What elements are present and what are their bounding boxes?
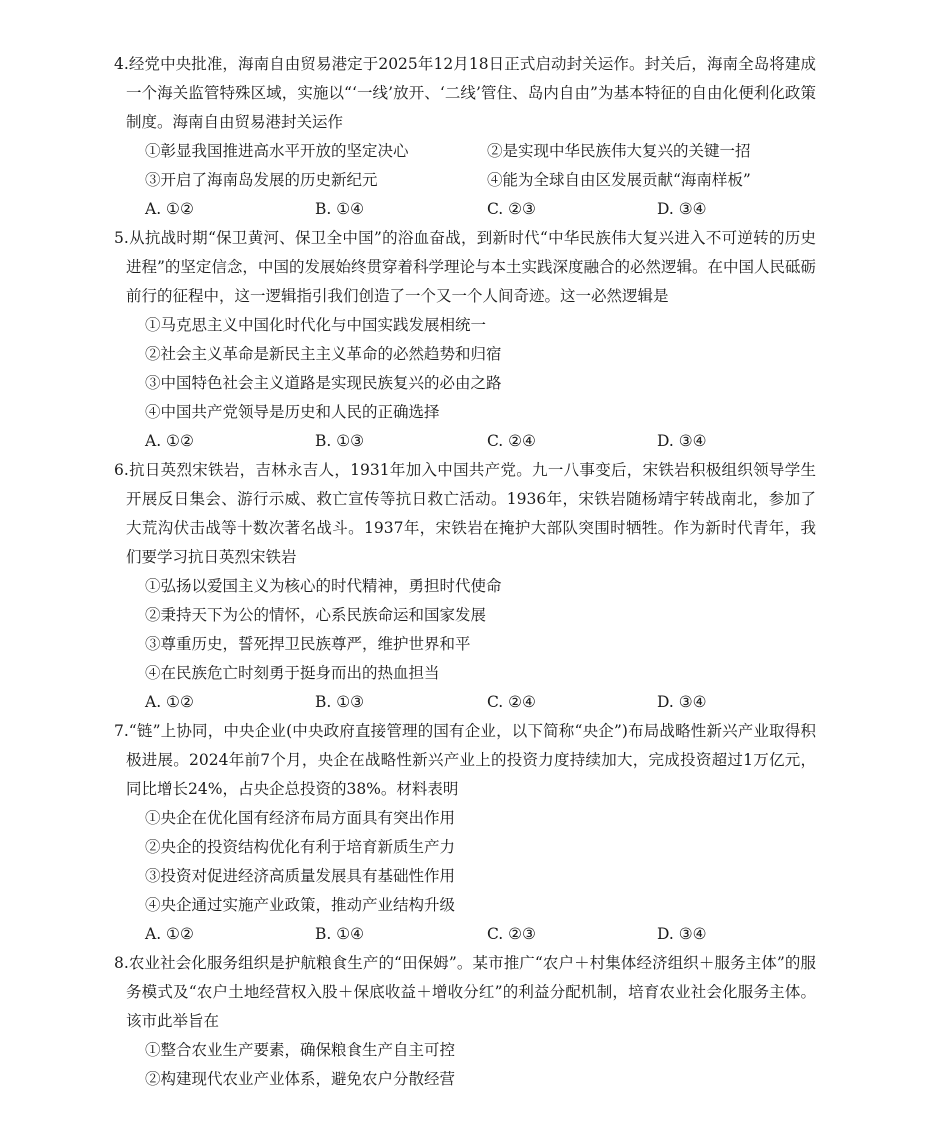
question-6-choices (126, 688, 816, 717)
question-5-option-2: ②社会主义革命是新民主主义革命的必然趋势和归宿 (145, 345, 502, 363)
question-4-options-row-1 (126, 137, 816, 166)
question-5-choices (126, 427, 816, 456)
question-4-option-1: ①彰显我国推进高水平开放的坚定决心 (145, 142, 409, 160)
question-5-choice-d: D. ③④ (657, 432, 707, 450)
question-5-choice-b: B. ①③ (315, 432, 365, 450)
question-6-choice-c: C. ②④ (487, 693, 536, 711)
question-7-choice-c: C. ②③ (487, 925, 536, 943)
question-5-option-3: ③中国特色社会主义道路是实现民族复兴的必由之路 (145, 374, 502, 392)
question-4 (114, 50, 816, 224)
question-4-text: 经党中央批准，海南自由贸易港定于2025年12月18日正式启动封关运作。封关后，海南全岛将建成一个海关监管特殊区域，实施以“‘一线’放开、‘二线’管住、岛内自由”为基本特征的自由化便利化政策制度。海南自由贸易港封关运作 (126, 55, 816, 131)
question-4-choice-d: D. ③④ (657, 200, 707, 218)
question-7-choice-a: A. ①② (145, 925, 194, 943)
question-4-choice-b: B. ①④ (315, 200, 365, 218)
question-6-choice-b: B. ①③ (315, 693, 365, 711)
question-8-number: 8. (114, 954, 129, 972)
question-6-text: 抗日英烈宋铁岩，吉林永吉人，1931年加入中国共产党。九一八事变后，宋铁岩积极组织领导学生开展反日集会、游行示威、救亡宣传等抗日救亡活动。1936年，宋铁岩随杨靖宇转战南北，参加了大荒沟伏击战等十数次著名战斗。1937年，宋铁岩在掩护大部队突围时牺牲。作为新时代青年，我们要学习抗日英烈宋铁岩 (126, 461, 816, 566)
question-6-option-3: ③尊重历史，誓死捍卫民族尊严，维护世界和平 (145, 635, 471, 653)
question-8-stem (114, 949, 816, 1036)
question-7-choice-b: B. ①④ (315, 925, 365, 943)
question-6-number: 6. (114, 461, 129, 479)
question-7-stem (114, 717, 816, 804)
question-7-choices (126, 920, 816, 949)
question-4-stem (114, 50, 816, 137)
question-7-number: 7. (114, 722, 129, 740)
question-4-option-3: ③开启了海南岛发展的历史新纪元 (145, 171, 378, 189)
question-6-choice-a: A. ①② (145, 693, 194, 711)
question-6 (114, 456, 816, 717)
question-5-stem (114, 224, 816, 311)
question-6-option-4: ④在民族危亡时刻勇于挺身而出的热血担当 (145, 664, 440, 682)
question-5-choice-a: A. ①② (145, 432, 194, 450)
question-4-choice-a: A. ①② (145, 200, 194, 218)
question-7-option-4: ④央企通过实施产业政策，推动产业结构升级 (145, 896, 456, 914)
question-4-number: 4. (114, 55, 129, 73)
question-7-option-3: ③投资对促进经济高质量发展具有基础性作用 (145, 867, 456, 885)
question-5-text: 从抗战时期“保卫黄河、保卫全中国”的浴血奋战，到新时代“中华民族伟大复兴进入不可逆转的历史进程”的坚定信念，中国的发展始终贯穿着科学理论与本土实践深度融合的必然逻辑。在中国人民砥砺前行的征程中，这一逻辑指引我们创造了一个又一个人间奇迹。这一必然逻辑是 (126, 229, 816, 305)
question-5-option-1: ①马克思主义中国化时代化与中国实践发展相统一 (145, 316, 487, 334)
question-8-option-2: ②构建现代农业产业体系，避免农户分散经营 (145, 1070, 456, 1088)
question-5-option-4: ④中国共产党领导是历史和人民的正确选择 (145, 403, 440, 421)
question-4-option-2: ②是实现中华民族伟大复兴的关键一招 (487, 142, 751, 160)
question-5-choice-c: C. ②④ (487, 432, 536, 450)
question-4-option-4: ④能为全球自由区发展贡献“海南样板” (487, 171, 751, 189)
question-6-option-1: ①弘扬以爱国主义为核心的时代精神，勇担时代使命 (145, 577, 502, 595)
question-6-option-2: ②秉持天下为公的情怀，心系民族命运和国家发展 (145, 606, 487, 624)
question-8-text: 农业社会化服务组织是护航粮食生产的“田保姆”。某市推广“农户＋村集体经济组织＋服务主体”的服务模式及“农户土地经营权入股＋保底收益＋增收分红”的利益分配机制，培育农业社会化服务主体。该市此举旨在 (126, 954, 816, 1030)
question-4-choices (126, 195, 816, 224)
question-6-stem (114, 456, 816, 572)
question-8-option-1: ①整合农业生产要素，确保粮食生产自主可控 (145, 1041, 456, 1059)
question-4-choice-c: C. ②③ (487, 200, 536, 218)
page-content (0, 55, 950, 1088)
question-4-options-row-2 (126, 166, 816, 195)
question-5 (114, 224, 816, 456)
question-7-choice-d: D. ③④ (657, 925, 707, 943)
question-7-option-2: ②央企的投资结构优化有利于培育新质生产力 (145, 838, 456, 856)
question-8 (114, 949, 816, 1094)
question-6-choice-d: D. ③④ (657, 693, 707, 711)
question-7-text: “链”上协同，中央企业(中央政府直接管理的国有企业，以下简称“央企”)布局战略性新兴产业取得积极进展。2024年前7个月，央企在战略性新兴产业上的投资力度持续加大，完成投资超过1万亿元，同比增长24%，占央企总投资的38%。材料表明 (126, 722, 816, 798)
question-5-number: 5. (114, 229, 129, 247)
question-7 (114, 717, 816, 949)
question-7-option-1: ①央企在优化国有经济布局方面具有突出作用 (145, 809, 456, 827)
